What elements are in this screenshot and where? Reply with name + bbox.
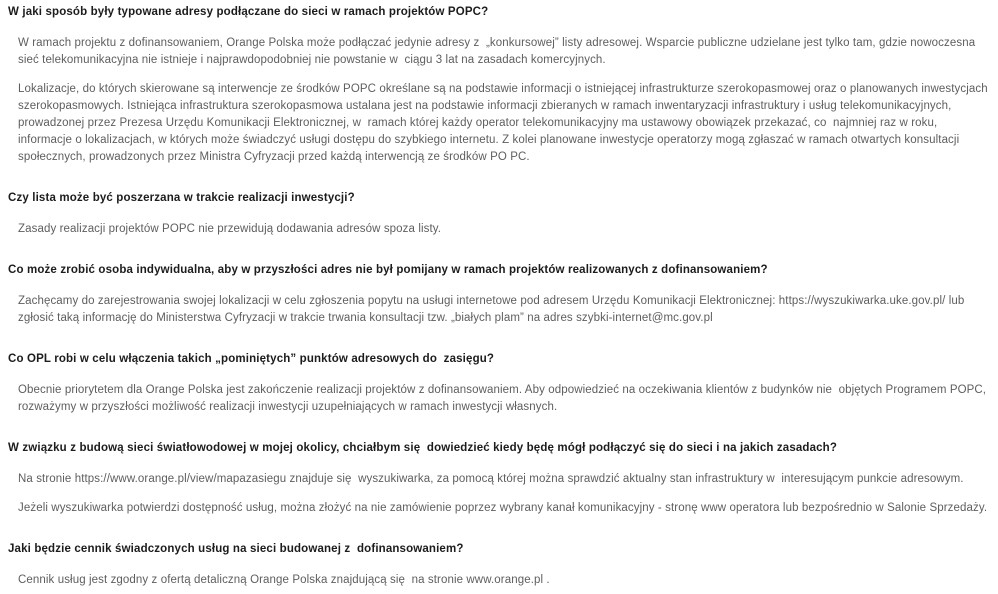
faq-answer: Zachęcamy do zarejestrowania swojej lokalizacji w celu zgłoszenia popytu na usługi internetowe pod adresem Urzędu Komunikacji Elektronicznej: https://wyszukiwarka.uke.gov.pl/ lub zgłosić taką informację do Ministerstwa Cyfryzacji w trakcie trwania konsultacji tzw. „białych plam” na adres szybki-internet@mc.gov.pl [18,295,968,324]
faq-section [8,190,988,238]
faq-question: W jaki sposób były typowane adresy podłączane do sieci w ramach projektów POPC? [8,6,489,18]
faq-question: W związku z budową sieci światłowodowej w mojej okolicy, chciałbym się dowiedzieć kiedy będę mógł podłączyć się do sieci i na jakich zasadach? [8,442,838,454]
faq-question: Jaki będzie cennik świadczonych usług na sieci budowanej z dofinansowaniem? [8,543,464,555]
faq-question: Czy lista może być poszerzana w trakcie realizacji inwestycji? [8,192,355,204]
faq-question: Co OPL robi w celu włączenia takich „pominiętych” punktów adresowych do zasięgu? [8,353,495,365]
faq-answer: Jeżeli wyszukiwarka potwierdzi dostępność usług, można złożyć na nie zamówienie poprzez wybrany kanał komunikacyjny - stronę www operatora lub bezpośrednio w Salonie Sprzedaży. [18,502,988,514]
faq-section [8,440,988,517]
faq-list [8,4,992,589]
faq-answer: Cennik usług jest zgodny z ofertą detaliczną Orange Polska znajdującą się na stronie www.orange.pl . [18,574,550,586]
faq-section [8,4,992,166]
faq-section [8,351,988,416]
faq-answer: Lokalizacje, do których skierowane są interwencje ze środków POPC określane są na podstawie informacji o istniejącej infrastrukturze szerokopasmowej oraz o planowanych inwestycjach szerokopasmowych. Istniejąca infrastruktura szerokopasmowa ustalana jest na podstawie informacji zbieranych w ramach inwentaryzacji infrastruktury i usług telekomunikacyjnych, prowadzonej przez Prezesa Urzędu Komunikacji Elektronicznej, w ramach której każdy operator telekomunikacyjny ma ustawowy obowiązek przekazać, co najmniej raz w roku, informacje o lokalizacjach, w których może świadczyć usługi dostępu do szybkiego internetu. Z kolei planowane inwestycje operatorzy mogą zgłaszać w ramach otwartych konsultacji społecznych, prowadzonych przez Ministra Cyfryzacji przed każdą interwencją ze środków PO PC. [18,83,992,163]
faq-question: Co może zrobić osoba indywidualna, aby w przyszłości adres nie był pomijany w ramach projektów realizowanych z dofinansowaniem? [8,264,768,276]
faq-section [8,541,988,589]
faq-answer: Zasady realizacji projektów POPC nie przewidują dodawania adresów spoza listy. [18,223,442,235]
faq-answer: Obecnie priorytetem dla Orange Polska jest zakończenie realizacji projektów z dofinansowaniem. Aby odpowiedzieć na oczekiwania klientów z budynków nie objętych Programem POPC, rozważymy w przyszłości możliwość realizacji inwestycji uzupełniających w ramach inwestycji własnych. [18,384,990,413]
faq-section [8,262,988,327]
faq-answer: W ramach projektu z dofinansowaniem, Orange Polska może podłączać jedynie adresy z „konkursowej” listy adresowej. Wsparcie publiczne udzielane jest tylko tam, gdzie nowoczesna sieć telekomunikacyjna nie istnieje i najprawdopodobniej nie powstanie w ciągu 3 lat na zasadach komercyjnych. [18,37,979,66]
faq-answer: Na stronie https://www.orange.pl/view/mapazasiegu znajduje się wyszukiwarka, za pomocą której można sprawdzić aktualny stan infrastruktury w interesującym punkcie adresowym. [18,473,964,485]
